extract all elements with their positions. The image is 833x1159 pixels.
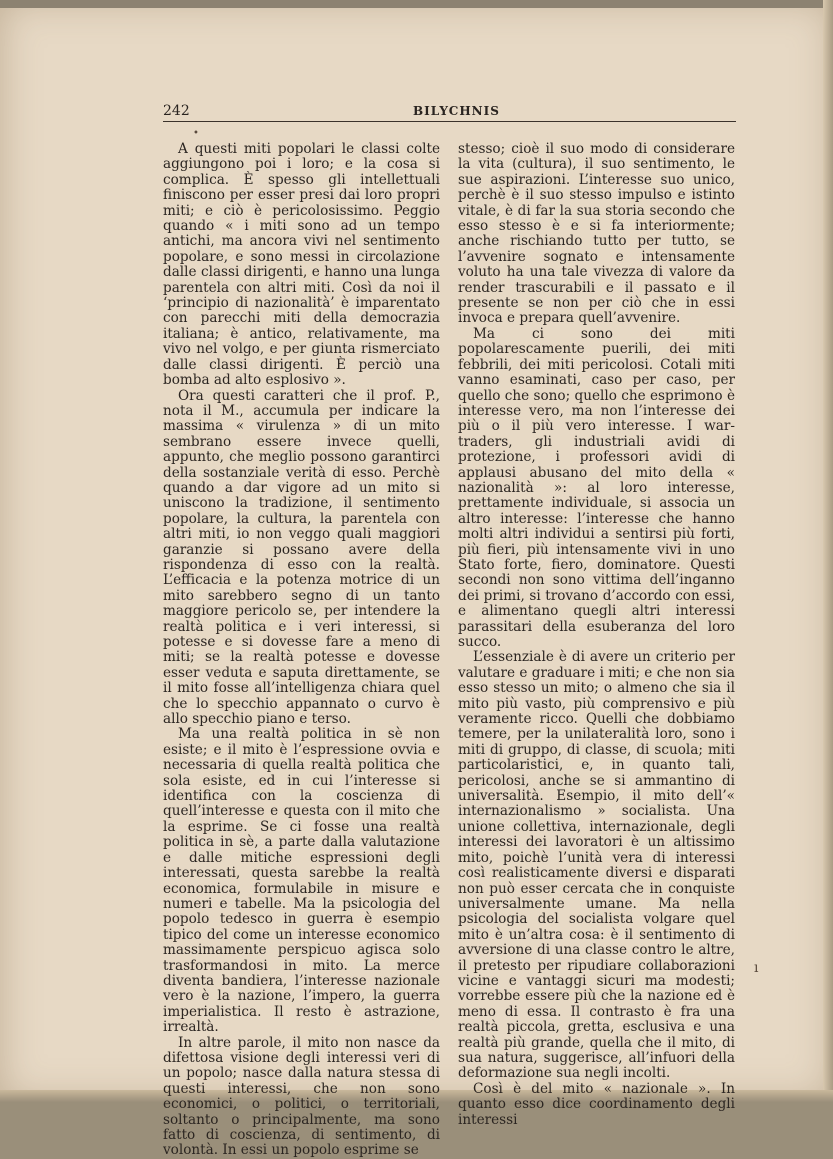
page-number: 242 [163, 103, 190, 119]
paragraph: In altre parole, il mito non nasce da difettosa visione degli interessi veri di un popolo; nasce dalla natura stessa di questi interessi, che non sono economici, o politici, o territoriali, soltanto o principalmente, ma sono fatto di coscienza, di sentimento, di volontà. In essi un popolo esprime se [163, 1034, 440, 1159]
page-right-edge [823, 0, 833, 1102]
header-rule [163, 121, 736, 122]
ink-speck: • [193, 128, 199, 139]
paragraph: A questi miti popolari le classi colte aggiungono poi i loro; e la cosa si complica. È spesso gli intellettuali finiscono per esser presi dai loro propri miti; e ciò è pericolosissimo. Peggio quando « i miti sono ad un tempo antichi, ma ancora vivi nel sentimento popolare, e sono messi in circolazione dalle classi dirigenti, e hanno una lunga parentela con altri miti. Così da noi il ‘principio di nazionalità’ è imparentato con parecchi miti della democrazia italiana; è antico, relativamente, ma vivo nel volgo, e per giunta rismerciato dalle classi dirigenti. È perciò una bomba ad alto esplosivo ». [163, 141, 440, 389]
running-title: BILYCHNIS [413, 104, 500, 118]
paragraph: L’essenziale è di avere un criterio per valutare e graduare i miti; e che non sia esso stesso un mito; o almeno che sia il mito più vasto, più comprensivo e più veramente ricco. Quelli che dobbiamo temere, per la unilateralità loro, sono i miti di gruppo, di classe, di scuola; miti particolaristici, e, in quanto tali, pericolosi, anche se si ammantino di universalità. Esempio, il mito dell’« internazionalismo » socialista. Una unione collettiva, internazionale, degli interessi dei lavoratori è un altissimo mito, poichè l’unità vera di interessi così realisticamente diversi e disparati non può esser cercata che in conquiste universalmente umane. Ma nella psicologia del socialista volgare quel mito è un’altra cosa: è il sentimento di avversione di una classe contro le altre, il pretesto per ripudiare collaborazioni vicine e vantaggi sicuri ma modesti; vorrebbe essere più che la nazione ed è meno di essa. Il contrasto è fra una realtà piccola, gretta, esclusiva e una realtà più grande, quella che il mito, di sua natura, suggerisce, all’infuori della deformazione sua negli incolti. [458, 649, 735, 1082]
paragraph: Ma una realtà politica in sè non esiste; e il mito è l’espressione ovvia e necessaria di quella realtà politica che sola esiste, ed in cui l’interesse si identifica con la coscienza di quell’interesse e questa con il mito che la esprime. Se ci fosse una realtà politica in sè, a parte dalla valutazione e dalle mitiche espressioni degli interessati, questa sarebbe la realtà economica, formulabile in misure e numeri e tabelle. Ma la psicologia del popolo tedesco in guerra è esempio tipico del come un interesse economico massimamente perspicuo agisca solo trasformandosi in mito. La merce diventa bandiera, l’interesse nazionale vero è la nazione, l’impero, la guerra imperialistica. Il resto è astrazione, irrealtà. [163, 726, 440, 1036]
right-column [458, 142, 735, 1128]
left-column [163, 142, 440, 1159]
page-top-edge [0, 0, 833, 8]
paragraph: Ora questi caratteri che il prof. P., nota il M., accumula per indicare la massima « virulenza » di un mito sembrano essere invece quelli, appunto, che meglio possono garantirci della sostanziale verità di esso. Perchè quando a dar vigore ad un mito si uniscono la tradizione, il sentimento popolare, la cultura, la parentela con altri miti, io non veggo quali maggiori garanzie si possano avere della rispondenza di esso con la realtà. L’efficacia e la potenza motrice di un mito sarebbero segno di un tanto maggiore pericolo se, per intendere la realtà politica e i veri interessi, si potesse e si dovesse fare a meno di miti; se la realtà potesse e dovesse esser veduta e saputa direttamente, se il mito fosse all’intelligenza chiara quel che lo specchio appannato o curvo è allo specchio piano e terso. [163, 387, 440, 728]
ink-speck: ı [754, 960, 759, 976]
paragraph: Così è del mito « nazionale ». In quanto esso dice coordinamento degli interessi [458, 1080, 735, 1128]
paragraph: stesso; cioè il suo modo di considerare la vita (cultura), il suo sentimento, le sue aspirazioni. L’interesse suo unico, perchè è il suo stesso impulso e istinto vitale, è di far la sua storia secondo che esso stesso è e si fa interiormente; anche rischiando tutto per tutto, se l’avvenire sognato e intensamente voluto ha una tale vivezza di valore da render trascurabili e il passato e il presente se non per ciò che in essi invoca e prepara quell’avvenire. [458, 141, 735, 327]
paragraph: Ma ci sono dei miti popolarescamente puerili, dei miti febbrili, dei miti pericolosi. Cotali miti vanno esaminati, caso per caso, per quello che sono; quello che esprimono è interesse vero, ma non l’interesse dei più o il più vero interesse. I war-traders, gli industriali avidi di protezione, i professori avidi di applausi abusano del mito della « nazionalità »: al loro interesse, prettamente individuale, si associa un altro interesse: l’interesse che hanno molti altri individui a sentirsi più forti, più fieri, più intensamente vivi in uno Stato forte, fiero, dominatore. Questi secondi non sono vittima dell’inganno dei primi, si trovano d’accordo con essi, e alimentano quegli altri interessi parassitari della esuberanza del loro succo. [458, 325, 735, 650]
